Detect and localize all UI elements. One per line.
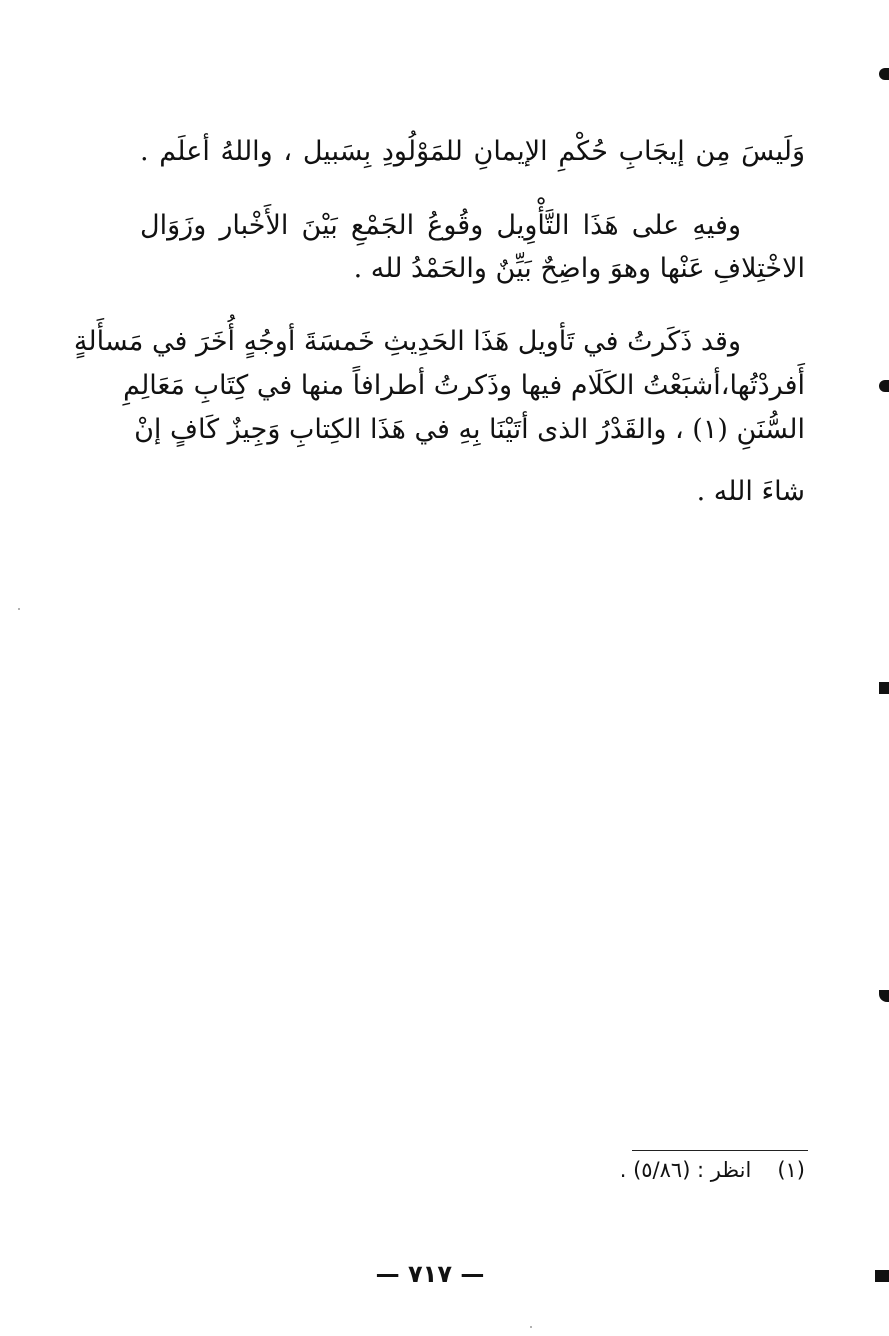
footnote-marker: (١): [777, 1158, 805, 1182]
paragraph-1-line-1: وَلَيسَ مِن إيجَابِ حُكْمِ الإيمانِ للمَوْلُودِ بِسَبيل ، واللهُ أعلَم .: [140, 136, 805, 167]
paragraph-2-line-2: الاخْتِلافِ عَنْها وهوَ واضِحٌ بَيِّنٌ والحَمْدُ لله .: [353, 253, 805, 284]
page-number: — ٧١٧ —: [375, 1260, 485, 1288]
binding-mark: [879, 682, 889, 694]
binding-mark: [879, 380, 889, 392]
footnote-separator: [632, 1150, 808, 1151]
paragraph-3-line-3: السُّنَنِ (١) ، والقَدْرُ الذى أتَيْنَا بِهِ في هَذَا الكِتابِ وَجِيزٌ كَافٍ إنْ: [134, 414, 805, 445]
paragraph-3-line-2: أَفردْتُها،أشبَعْتُ الكَلَام فيها وذَكرتُ أطرافاً منها في كِتَابِ مَعَالِمِ: [123, 370, 805, 401]
scan-speck: [18, 608, 20, 610]
footnote: [620, 1160, 805, 1181]
paragraph-3-line-1: وقد ذَكَرتُ في تَأويل هَذَا الحَدِيثِ خَمسَةَ أوجُهٍ أُخَرَ في مَسأَلةٍ: [73, 326, 741, 357]
scan-speck: [530, 1326, 532, 1328]
footnote-text: انظر : (٥/٨٦) .: [619, 1158, 752, 1182]
binding-mark: [879, 68, 889, 80]
binding-mark: [875, 1270, 889, 1282]
binding-mark: [879, 990, 889, 1002]
paragraph-2-line-1: وفيهِ على هَذَا التَّأْوِيل وقُوعُ الجَمْعِ بَيْنَ الأَخْبار وزَوَال: [140, 210, 741, 241]
paragraph-3-line-4: شاءَ الله .: [696, 476, 805, 507]
